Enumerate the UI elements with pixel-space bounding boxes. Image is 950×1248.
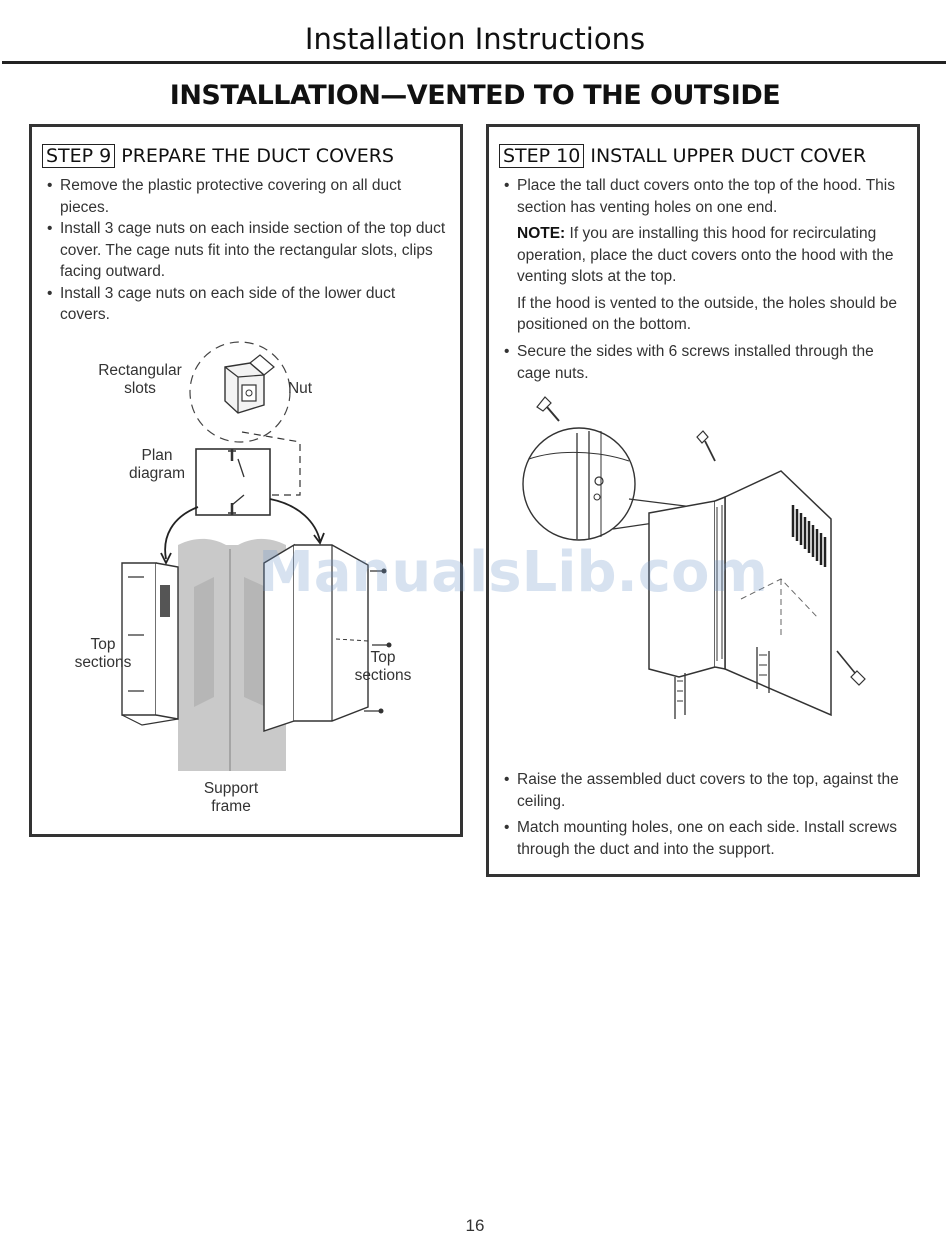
right-arrow <box>270 499 320 541</box>
magnified-detail <box>523 428 635 540</box>
step9-bullet-list <box>46 175 448 326</box>
note-label: NOTE: <box>517 225 566 242</box>
list-item: • Install 3 cage nuts on each side of the lower duct covers. <box>47 284 396 323</box>
list-item: • Remove the plastic protective covering on all duct pieces. <box>47 177 402 216</box>
list-item: • Place the tall duct covers onto the top of the hood. This section has venting holes on one end. <box>504 177 895 216</box>
list-item: • Secure the sides with 6 screws installed through the cage nuts. <box>504 343 874 382</box>
header-divider <box>2 61 946 64</box>
page-header-title: Installation Instructions <box>304 22 646 56</box>
screw-icon <box>537 397 559 421</box>
list-item: • Match mounting holes, one on each side. Install screws through the duct and into the support. <box>504 819 897 858</box>
label-rectangular-slots: Rectangular slots <box>98 362 182 397</box>
step10-note <box>503 223 905 336</box>
section-title: INSTALLATION—VENTED TO THE OUTSIDE <box>169 80 781 111</box>
label-plan-diagram: Plan diagram <box>129 447 185 482</box>
step10-title: INSTALL UPPER DUCT COVER <box>590 145 867 167</box>
step10-number: STEP 10 <box>499 144 584 168</box>
watermark: ManualsLib.com <box>258 540 768 605</box>
list-item: • Raise the assembled duct covers to the top, against the ceiling. <box>504 771 899 810</box>
step10-bottom-list <box>503 769 905 865</box>
step9-title: PREPARE THE DUCT COVERS <box>121 145 394 167</box>
page-number: 16 <box>465 1216 485 1235</box>
list-item: • Install 3 cage nuts on each inside section of the top duct cover. The cage nuts fit into the rectangular slots, clips facing outward. <box>47 220 446 280</box>
step10-heading <box>499 144 866 168</box>
note-text-2: If the hood is vented to the outside, the holes should be positioned on the bottom. <box>517 294 898 333</box>
step10-bullet-list <box>503 175 905 218</box>
step10-panel <box>486 124 920 877</box>
label-nut: Nut <box>287 380 313 397</box>
note-text: If you are installing this hood for recirculating operation, place the duct covers onto the hood with the venting slots at the top. <box>517 225 894 285</box>
step9-number: STEP 9 <box>42 144 115 168</box>
label-support-frame: Support frame <box>203 780 259 815</box>
label-top-sections-left: Top sections <box>74 636 132 671</box>
step9-heading <box>42 144 394 168</box>
step9-panel <box>29 124 463 837</box>
label-top-sections-right: Top sections <box>354 649 412 684</box>
step10-bullet-list-2 <box>503 341 905 384</box>
